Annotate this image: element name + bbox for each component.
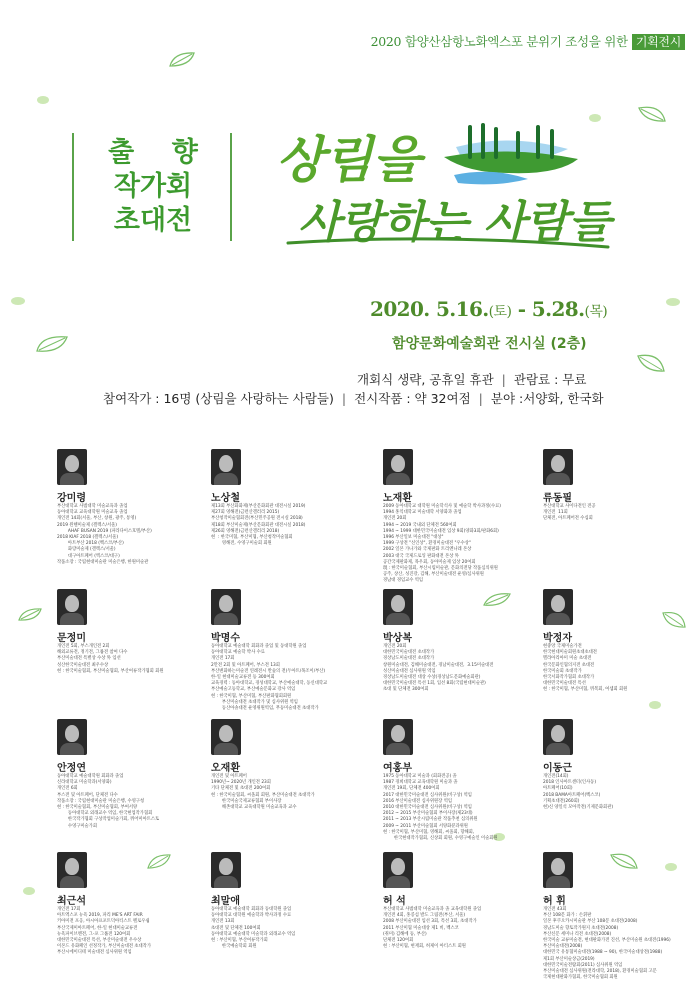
header-tag: 기획전시 (632, 34, 685, 50)
leaf-icon (146, 852, 172, 872)
leaf-icon (35, 333, 69, 355)
artist-name: 노상철 (211, 493, 240, 504)
artist-bio: 개인전 및 아트페어 1990년~ 2020년 개인전 23회 기타 단체전 및 초대전 200여회 현 : 한국미술협회, 씨올회 회원, 부산미술대전 초대작가 한국미술국제교류협회 부이사장 해촌대학교 교육대학원 미술교육과 교수 (211, 774, 315, 811)
artist-bio: 개인전 20회 대한민국미술대전 초대작가 경상남도미술대전 초대작가 창원미술대전, 김해미술대전, 경남미술대전, 3.15미술대전 성산미술대전 심사위원 역임 경상남도미술대전 대상 수상(경상남도문화예술회관) 대한민국미술대전 특선 1회, 입선 8회(국립현대미술관) 초대 및 단체전 300여회 (383, 644, 494, 693)
divider: | (478, 391, 483, 406)
title-right-rule (230, 133, 232, 241)
event-venue: 함양문화예술회관 전시실 (2층) (392, 336, 587, 352)
genre-info: 분야 :서양화, 한국화 (490, 391, 604, 406)
date-end: 5.28. (531, 297, 585, 321)
calligraphy-line-2: 사랑하는 사람들 (298, 197, 611, 248)
artist-bio: 개인전 5회, 부스개인전 2회 해외교류전, 정기전, 그룹전 참여 다수 부산미술대전 특별상 수상 外 입선 성산한국미술대전 최우수상 현 : 한국미술협회, 부산미술협회, 부산여류작가협회 회원 (57, 644, 164, 674)
calligraphy-title (258, 115, 618, 250)
artist-photo (57, 852, 87, 888)
leaf-icon (637, 104, 667, 124)
artist-name: 류동필 (543, 493, 572, 504)
calligraphy-line-1: 상림을 (276, 130, 421, 189)
opening-info: 개회식 생략, 공휴일 휴관 (357, 372, 494, 387)
artist-photo (543, 852, 573, 888)
artist-name: 문정미 (57, 633, 86, 644)
artist-bio: 부산대학교 사범대학 미술교육과 졸업 동아대학교 교육대학원 미술교육 졸업 개인전 14회(서울, 부산, 창원, 광주, 통영) 2019 뮌헨미술제 (갤렉스/서울) AHAF BUSAN 2019 (파라다이스호텔/부산) 2018 KIAF 2018 (갤렉스/서울) 아트부산 2018 (벡스코/부산) 화랑미술제 (갤렉스/서울) 대구아트페어 (엑스코/대구) 작품소장 : 국립현대미술관 미술은행, 한원미술관 (57, 504, 152, 565)
artist-bio: 1975 동아대학교 미술과 (회화전공) 졸 1987 경희대학교 교육대학원 미술과 졸 개인전 19회, 단체전 400여회 2017 대한민국미술대전 심사위원(비구상) 역임 2016 부산미술대전 심사위원장 역임 2010 대한민국미술대전 심사위원(비구상) 역임 2012 ~ 2015 부산미술협회 부이사장(제23대) 2011 ~ 2013 부산시립미술관 작품추천 심의위원 2009 ~ 2011 부산미술협회 서양화분과위원 현 : 한국미협, 부산미협, 영해회, 씨올회, 향해회, 한국현대작가협회, 신상회 회원, 수영구예술인 이술회원 (383, 774, 498, 842)
title-line-3: 초대전 (113, 205, 193, 236)
artist-photo (543, 449, 573, 485)
artist-photo (211, 852, 241, 888)
artist-bio: 부산대학교 사범대학 미술교육과 졸 교육대학원 졸업 개인전 4회, 홍콩섬 발도 그림전(부산, 서울) 2008 부산미술대전 입선 3회, 특선 3회, 초대작가 2011 부산미협 미술대상 제1 비, 벡스코 (취미) 김해에 등, 부산) 단체전 120여회 현 : 부산미협, 현재회, 허제이 아티스트 회원 (383, 907, 482, 950)
leaf-icon (648, 700, 662, 710)
artist-bio: 동아대학교 예술대학 회화과 동대학원 졸업 동아대학교 대학원 예술학과 박사과정 수료 개인전 13회 초대전 및 단체전 100여회 동아대학교 예술대학 미술학과 외래교수 역임 현 : 부산미협, 부산여류작가회 한국예술학회 회원 (211, 907, 296, 950)
artist-name: 박명수 (211, 633, 240, 644)
artist-photo (57, 449, 87, 485)
title-left-rule (72, 133, 74, 241)
info-line-1 (357, 370, 586, 388)
event-dates (370, 297, 607, 321)
artist-photo (383, 852, 413, 888)
artist-photo (543, 589, 573, 625)
leaf-icon (609, 851, 639, 871)
leaf-icon (664, 862, 678, 872)
leaf-icon (661, 610, 687, 630)
leaf-icon (36, 94, 50, 106)
artist-name: 최말애 (211, 896, 240, 907)
artist-photo (57, 719, 87, 755)
date-separator: - (511, 297, 532, 321)
artist-name: 오재환 (211, 763, 240, 774)
leaf-icon (22, 886, 36, 896)
leaf-icon (17, 606, 43, 624)
works-info: 전시작품 : 약 32여점 (354, 391, 471, 406)
artist-name: 최근석 (57, 896, 86, 907)
artist-photo (57, 589, 87, 625)
divider: | (501, 372, 506, 387)
artist-name: 허 석 (383, 896, 406, 907)
artist-bio: 제13회 부산화화제(부산문화회관 대전시실 2019) 제27회 영해전(금련산갤러리 2015) 부산청작미술협회전(부산민주공원 전시실 2018) 제18회 부산미술제(부산문화회관 대전시실 2018) 제26회 영해전(금련산갤러리 2018) 현 : 한국미협, 부산미협, 부산청작미술협회 영해전, 수영구미술회 회원 (211, 504, 306, 547)
artist-name: 허 휘 (543, 896, 566, 907)
artist-name: 박상복 (383, 633, 412, 644)
artist-photo (383, 589, 413, 625)
artist-photo (211, 449, 241, 485)
artist-bio: 개인전(14회) 2018 인사아트센터(인사동) 아트페어(10회) 2018 BAMA아트페어(벡스코) 기획초대전(260회) 현)신 양일석 모아작전(기제문화회관) (543, 774, 614, 811)
title-line-1: 출 향 (108, 137, 198, 168)
leaf-icon (636, 352, 666, 374)
artist-name: 강미령 (57, 493, 86, 504)
artist-photo (211, 589, 241, 625)
artist-photo (383, 449, 413, 485)
date-start: 2020. 5.16. (370, 297, 489, 321)
leaf-icon (482, 590, 512, 610)
info-line-2 (103, 389, 604, 407)
date-start-day: (토) (488, 304, 512, 320)
leaf-icon (10, 295, 26, 307)
divider: | (341, 391, 347, 406)
artist-photo (211, 719, 241, 755)
participants-info: 참여작가 : 16명 (상림을 사랑하는 사람들) (103, 391, 334, 406)
fee-info: 관람료 : 무료 (513, 372, 587, 387)
artist-name: 노재환 (383, 493, 412, 504)
artist-bio: 동아대학교 예술대학 회화과 졸업 및 동대학원 졸업 동아대학교 예술학 박사 수료 개인전 17회 2만전 2회 및 아트페어, 부스전 13회 부산변화하는미술전 연례전시 반숲의 전(두아트/목조이/부산) 한-일 현대미술교류전 등 300여회 교육경력 : 동아대학교, 경성대학교, 부산예술대학, 동신대학교 부산예술고등학교, 부산예술문화교 강사 역임 현 : 한국미협, 부산미협, 부산판화협회회원 부산미술대전 초대작가 및 심사위원 역임 동산아솔대전 운영위원역임, 무등미술대전 초대작가 (211, 644, 328, 712)
artist-name: 박정자 (543, 633, 572, 644)
leaf-icon (168, 50, 196, 70)
artist-photo (543, 719, 573, 755)
artist-bio: 부산대학교 사이다전인 전공 개인전 11회 단체전, 아트페어전 수십회 (543, 504, 596, 522)
artist-name: 이동근 (543, 763, 572, 774)
date-end-day: (목) (584, 304, 608, 320)
artist-bio: 동아대학교 예술대학원 회화과 졸업 신라대학교 미술학과(서양화) 개인전 6회 부스전 및 아트페어, 단체전 다수 작품소장 : 국립현대미술관 미술은행, 수영구청 현 : 한국미술협회, 부산미술협회, 부여서양 동아대학교 외래교수 역임, 한국현업작가협회 한국작가협회 구상작업미술가회, 뮈어미아트스토 수영구미술가회 (57, 774, 160, 829)
artist-photo (383, 719, 413, 755)
subtitle-text: 2020 함양산삼항노화엑스포 분위기 조성을 위한 (370, 34, 628, 49)
main-title (80, 136, 226, 238)
artist-bio: 개인전 43회 부산 108문 화가 : 손휘판 일본 후쿠오카시미술관 부산 108문 초대전(2008) 경남도미술 향토작가원지 초대전(2008) 부산신문 세미나 리전 초대전(2008) 한국미술 교류미술전, 현대판화가전 진선, 부산미술원 초대전(1996) 부산미술대전(2008) 대한민국 유통협미술대전(1988 ~ 90), 한국미술대상전(1988) 제1회 부산미술상금(2019) 대한민국미술전람회(2011) 심사위원 역임 부산미술대전 심사위원(전라대학, 2018), 환경미술협회 고문 국제현대판화가협회, 한국미술협회 회원 (543, 907, 671, 981)
header-subtitle (371, 32, 685, 50)
artist-name: 여홍부 (383, 763, 412, 774)
artist-bio: 2009 동아대학교 대학원 미술학석사 및 예술학 박사과정(수료) 1994 홍익대학교 미술대학 서양화과 졸업 개인전 20회 1994 ~ 2019 국내외 단체전 560여회 1994 ~ 1999 대한민국미술대전 입상 9회(양화3회/판화6회) 1996 부산일보 미술대전 "대상" 1999 구상전 "신인상", 환경미술대전 "우수상" 2002 일본 가나가와 국제판화 트리엔나레 본상 2003 대국 국제드로잉 판화대전 본상 外 공간국제판화제, 목우회, 동아미술제 입상 20여회 現 : 한국미술협회, 부산시립미술관, 문화의전당 작품심의위원 공주, 상산, 성진강, 김해, 부산미술대전 운영/심사위원 경남대 경임교수 역임 (383, 504, 501, 584)
leaf-icon (665, 296, 681, 308)
artist-name: 안정연 (57, 763, 86, 774)
title-line-2: 작가회 (113, 171, 193, 202)
artist-bio: 개인전 17회 아트엑스포 뉴욕 2019, 파리 ME'S ART FAIR 키아미전 포옹, 아시아프포트덕아티스트 펠로우쉽 부산국제미아트페어, 한-일 현대미술교류전 뉴욕파이브멘전, 그-포 그룹전 120여회 대한민국미술대전 특선, 부산미술대전 우수상 이본드 유화페인 선정작가, 부산미술대전 초대작가 부산시에이디테 미술대전 심사위원 역임 (57, 907, 151, 956)
artist-bio: 현중앙 국제미술가전 한국현대미술회원초대초대전 멜라아리아미 미술 초대전 한국문화인협의지전 초대전 한국미술회 초대작가 한국서화작가협회 초대작가 대한민국미술대전 특선 현 : 한국미협, 부산미협, 뮈복회, 여셈회 회원 (543, 644, 628, 693)
